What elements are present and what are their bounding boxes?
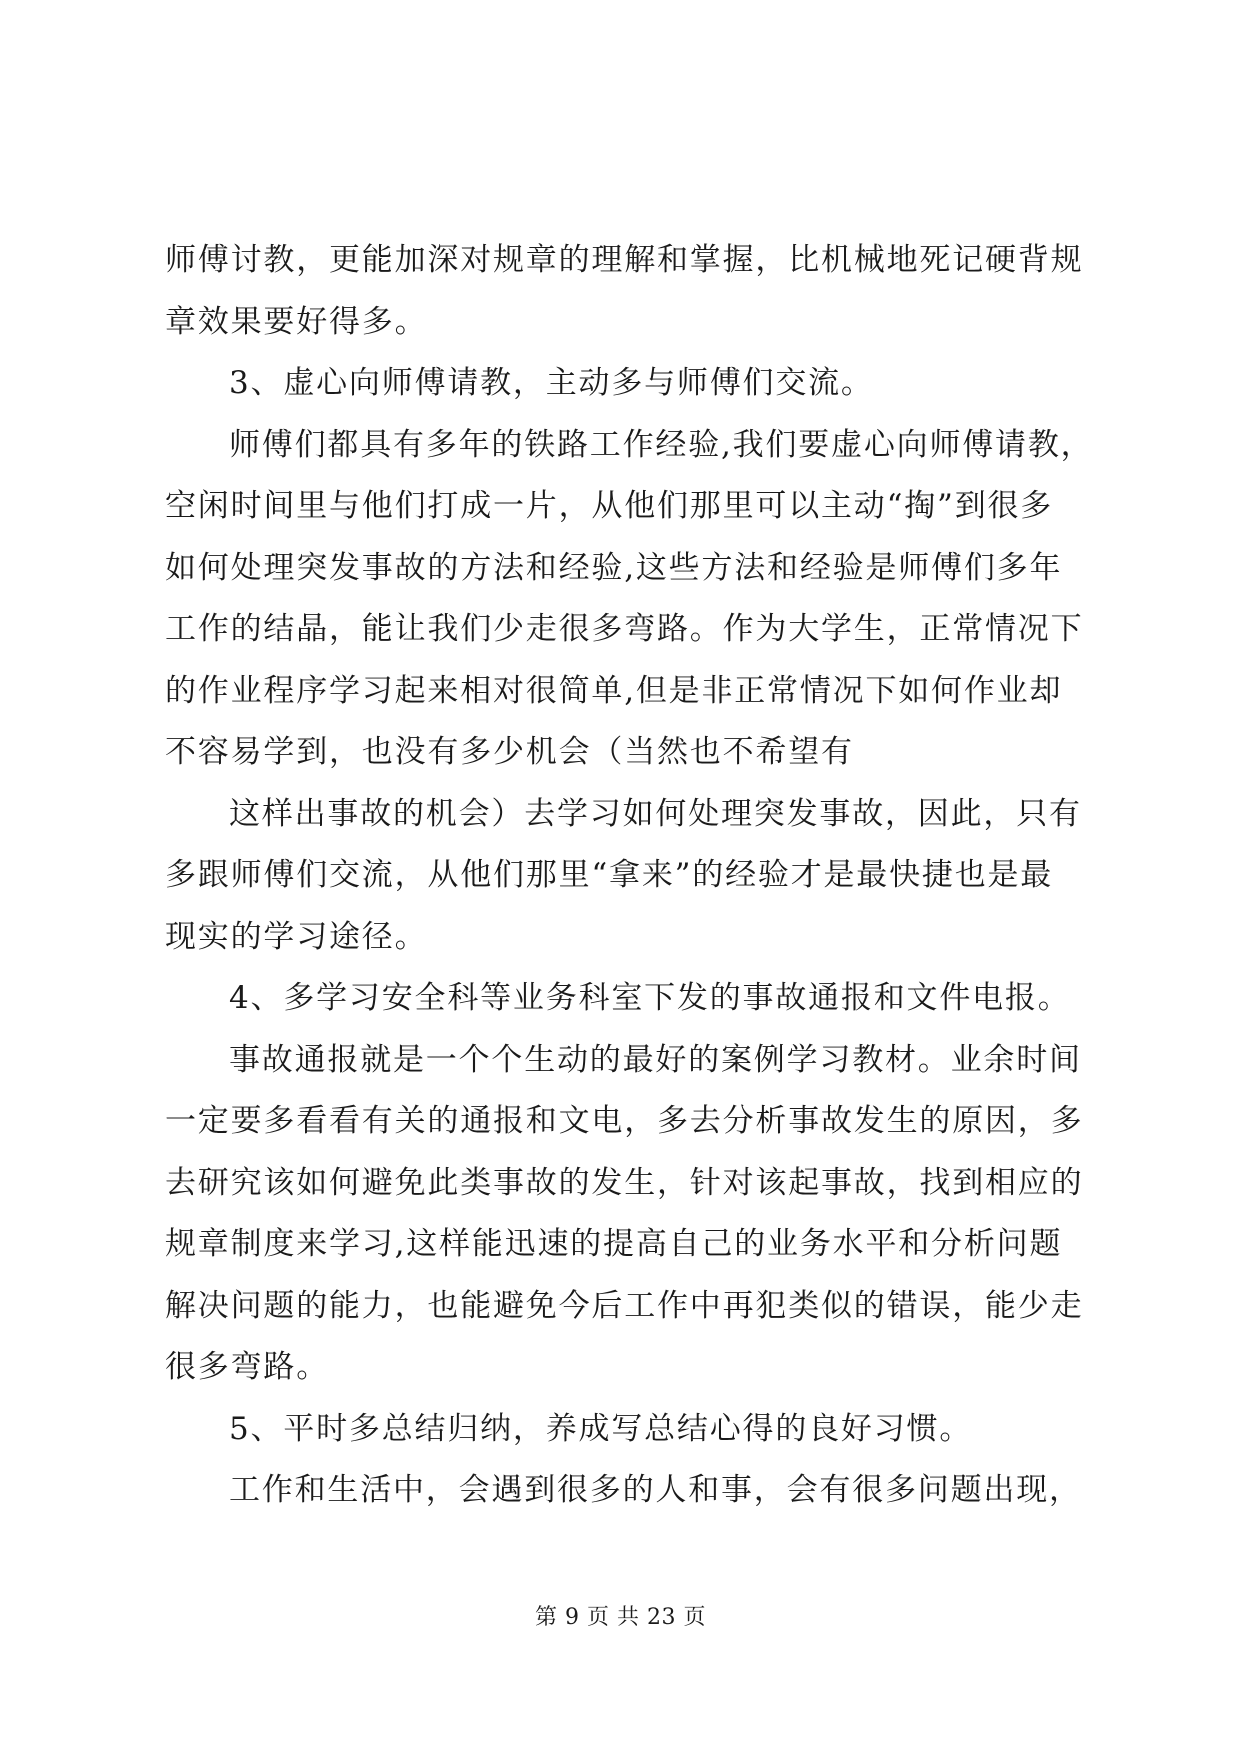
text-line: 不容易学到，也没有多少机会（当然也不希望有 [165,734,854,770]
text-line: 一定要多看看有关的通报和文电，多去分析事故发生的原因，多 [165,1103,1084,1139]
body-text [165,230,1094,1522]
text-line: 章效果要好得多。 [165,303,428,340]
text-line: 师傅们都具有多年的铁路工作经验,我们要虚心向师傅请教， [229,426,1094,463]
text-line: 3、虚心向师傅请教，主动多与师傅们交流。 [229,365,874,401]
text-line: 事故通报就是一个个生动的最好的案例学习教材。业余时间 [229,1041,1082,1078]
text-line: 5、平时多总结归纳，养成写总结心得的良好习惯。 [229,1410,973,1447]
text-line: 如何处理突发事故的方法和经验,这些方法和经验是师傅们多年 [165,549,1063,586]
text-line: 去研究该如何避免此类事故的发生，针对该起事故，找到相应的 [165,1164,1084,1201]
text-line: 规章制度来学习,这样能迅速的提高自己的业务水平和分析问题 [165,1226,1063,1262]
text-line: 多跟师傅们交流，从他们那里“拿来”的经验才是最快捷也是最 [165,857,1054,893]
text-line: 4、多学习安全科等业务科室下发的事故通报和文件电报。 [229,980,1071,1016]
text-line: 工作的结晶，能让我们少走很多弯路。作为大学生，正常情况下 [165,611,1084,647]
text-line: 空闲时间里与他们打成一片，从他们那里可以主动“掏”到很多 [165,488,1054,524]
text-line: 这样出事故的机会）去学习如何处理突发事故，因此，只有 [229,795,1082,832]
text-line: 解决问题的能力，也能避免今后工作中再犯类似的错误，能少走 [165,1287,1084,1324]
text-line: 师傅讨教，更能加深对规章的理解和掌握，比机械地死记硬背规 [165,242,1084,278]
text-line: 工作和生活中，会遇到很多的人和事，会有很多问题出现， [229,1472,1082,1508]
text-line: 很多弯路。 [165,1349,329,1385]
text-line: 现实的学习途径。 [165,918,428,955]
text-line: 的作业程序学习起来相对很简单,但是非正常情况下如何作业却 [165,672,1063,709]
page-footer: 第 9 页 共 23 页 [535,1605,706,1630]
